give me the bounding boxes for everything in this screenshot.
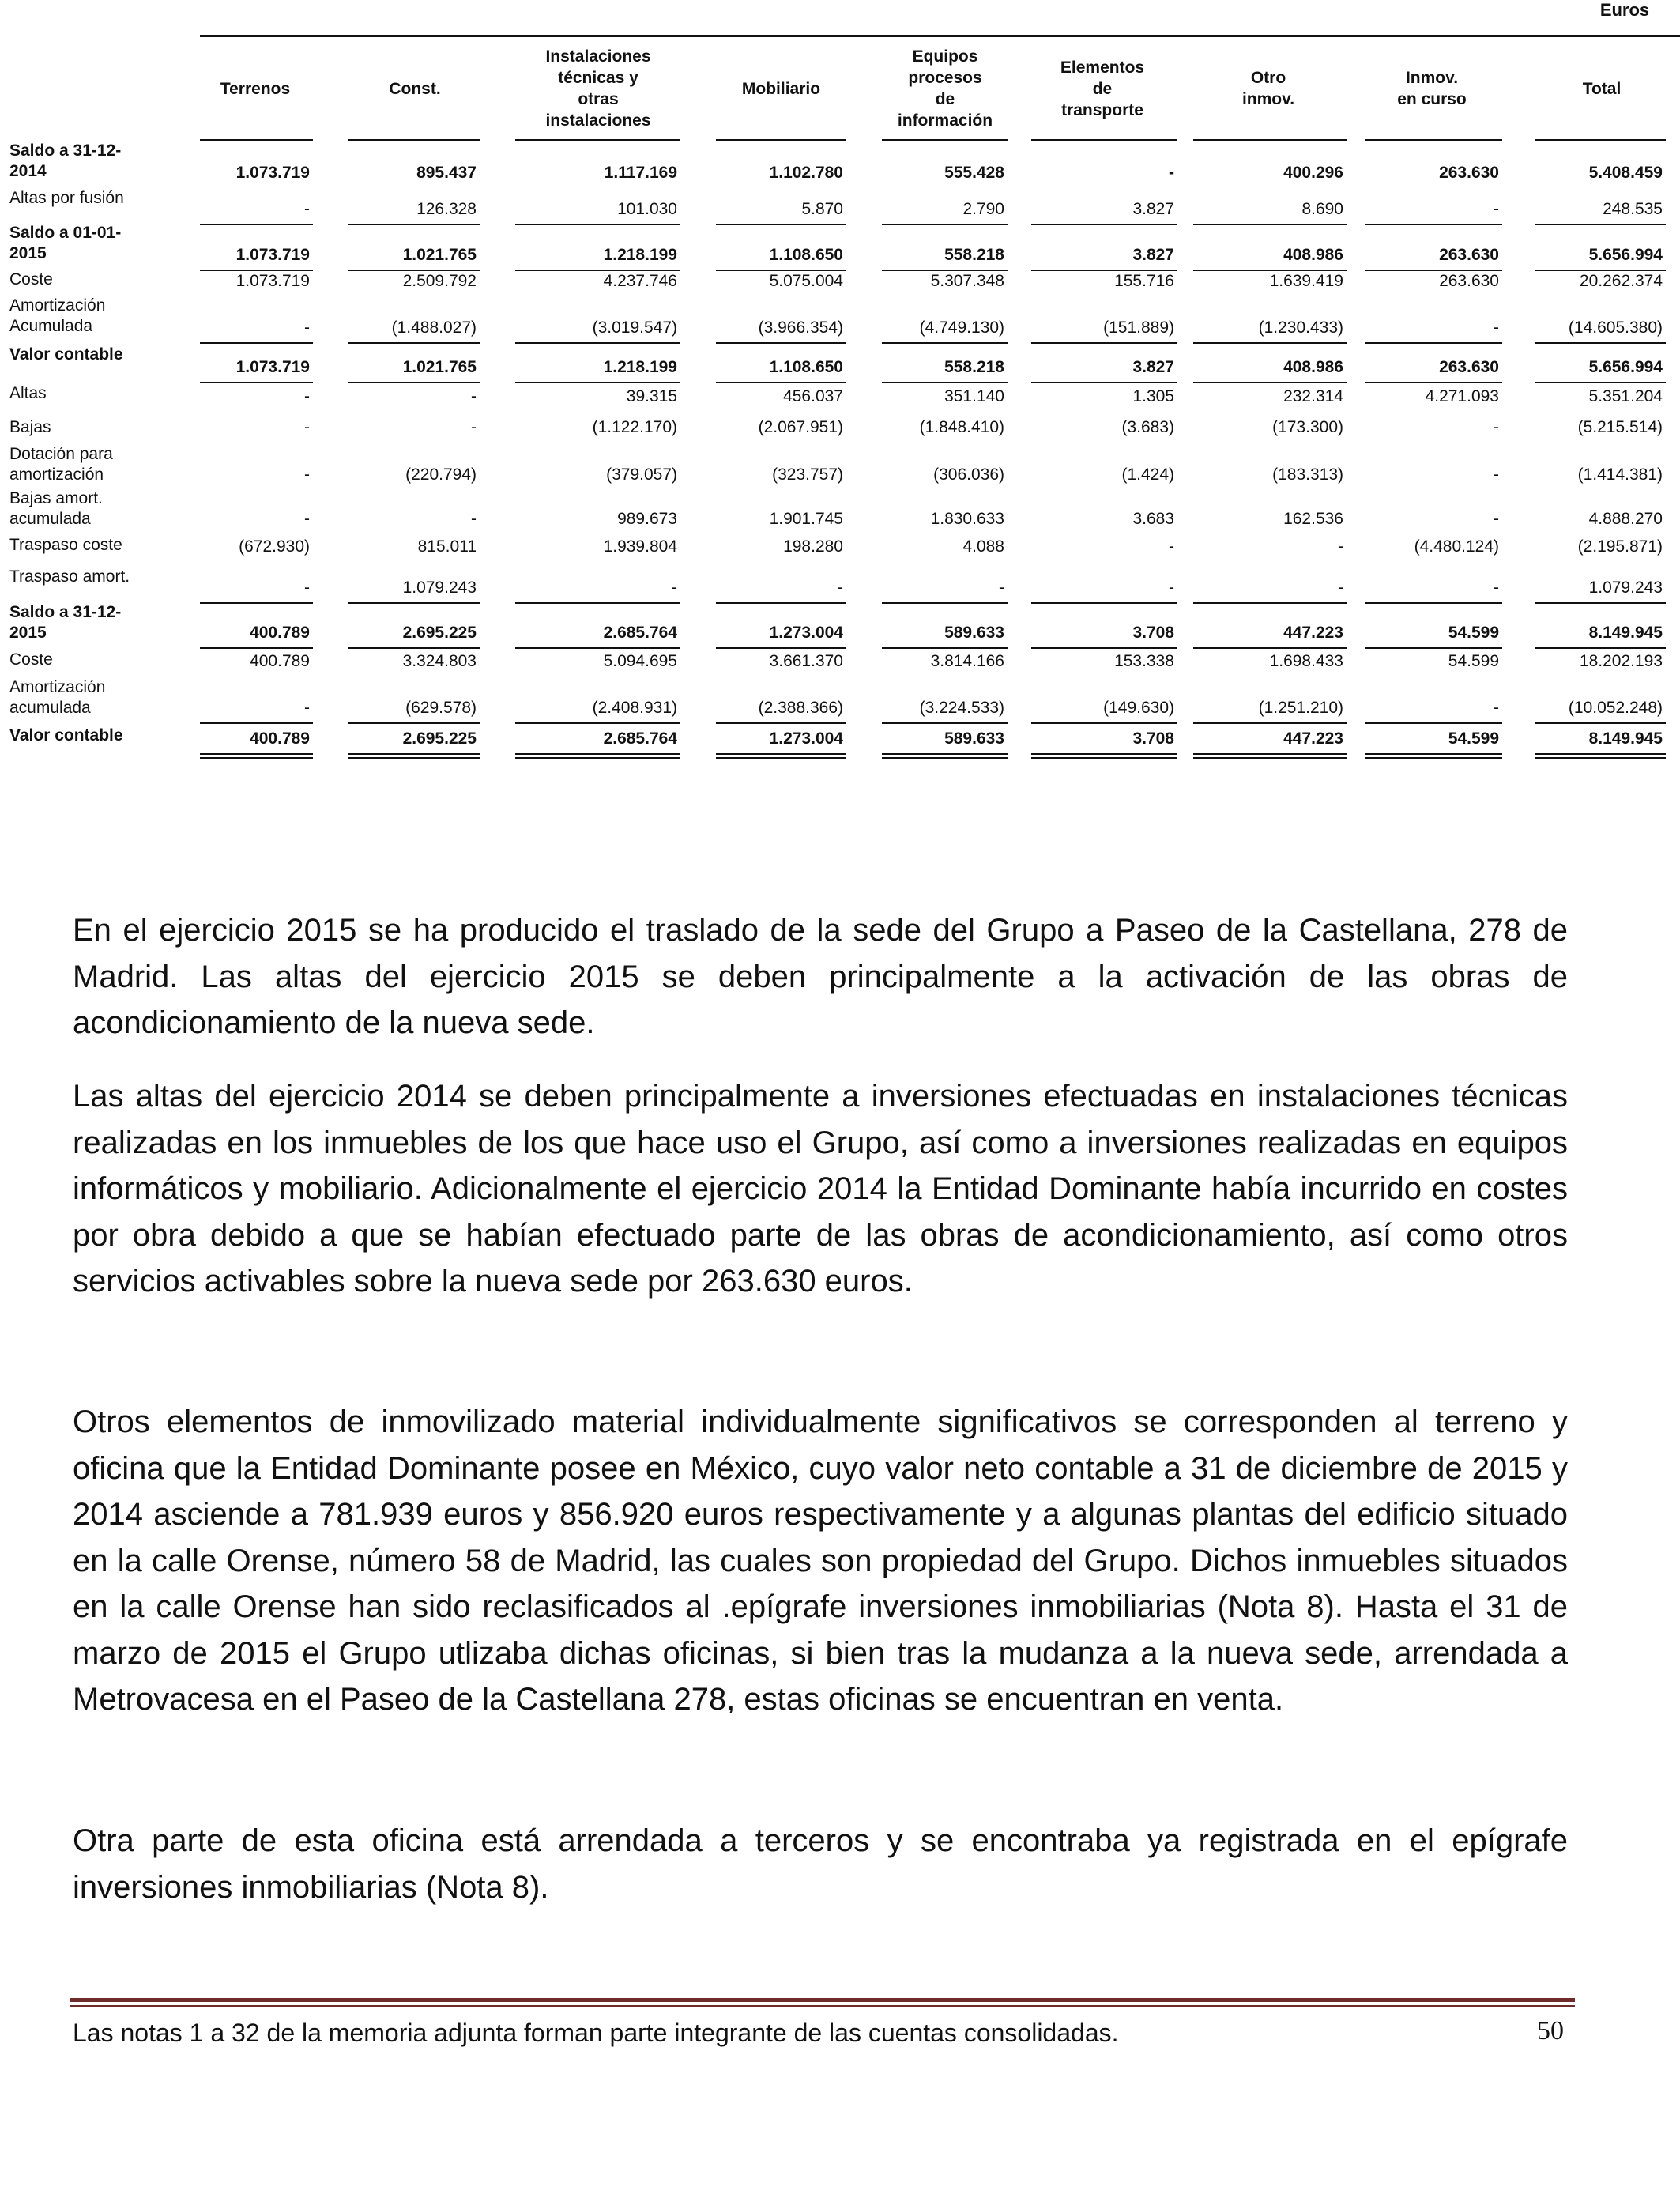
cell-underline — [1535, 722, 1666, 724]
table-cell: 589.633 — [944, 729, 1004, 748]
table-cell: 8.149.945 — [1588, 624, 1663, 642]
table-cell: 408.986 — [1283, 246, 1343, 264]
table-cell: - — [304, 418, 310, 436]
cell-underline — [882, 722, 1008, 724]
table-cell: 4.888.270 — [1588, 510, 1663, 528]
table-cell: 5.075.004 — [769, 272, 843, 290]
cell-underline — [200, 647, 313, 649]
column-header: Instalaciones técnicas y otras instalaciones — [545, 47, 651, 130]
cell-underline — [1031, 224, 1177, 225]
table-cell: 1.021.765 — [402, 358, 477, 376]
header-underline — [1535, 139, 1666, 141]
column-header: Terrenos — [220, 79, 291, 98]
table-cell: - — [1494, 200, 1499, 218]
table-cell: 5.408.459 — [1588, 164, 1663, 182]
cell-underline — [515, 224, 680, 225]
table-cell: - — [838, 579, 843, 597]
table-cell: 400.789 — [250, 624, 310, 642]
table-cell: (1.230.433) — [1258, 319, 1343, 337]
page-number: 50 — [1537, 2016, 1564, 2045]
table-cell: - — [1169, 579, 1174, 597]
table-cell: (4.749.130) — [919, 319, 1004, 337]
cell-underline — [1193, 224, 1347, 225]
table-cell: - — [1338, 579, 1343, 597]
paragraph-3: Otros elementos de inmovilizado material individualmente significativos se corresponden al terreno y oficina que la Entidad Dominante posee en México, cuyo valor neto contable a 31 de diciembre de 2015 y 2014 asciende a 781.939 euros y 856.920 euros respectivamente y a algunas plantas del edificio situado en la calle Orense, número 58 de Madrid, las cuales son propiedad del Grupo. Dichos inmuebles situados en la calle Orense han sido reclasificados al .epígrafe inversiones inmobiliarias (Nota 8). Hasta el 31 de marzo de 2015 el Grupo utlizaba dichas oficinas, si bien tras la mudanza a la nueva sede, arrendada a Metrovacesa en el Paseo de la Castellana 278, estas oficinas se encuentran en venta. — [73, 1404, 1568, 1717]
table-cell: 2.695.225 — [402, 729, 477, 748]
table-cell: 2.685.764 — [603, 729, 677, 748]
table-cell: 1.079.243 — [1588, 579, 1663, 597]
header-underline — [200, 139, 313, 141]
table-cell: 54.599 — [1448, 652, 1499, 670]
cell-underline — [1535, 753, 1666, 755]
cell-underline — [1535, 382, 1666, 383]
table-cell: - — [1169, 164, 1174, 182]
table-cell: 263.630 — [1439, 358, 1499, 376]
table-cell: 2.509.792 — [402, 272, 477, 290]
column-header: Otro inmov. — [1241, 69, 1295, 108]
table-cell: (149.630) — [1103, 699, 1174, 717]
header-underline — [1193, 139, 1347, 141]
row-label: Valor contable — [9, 726, 123, 745]
table-cell: (173.300) — [1272, 418, 1343, 436]
cell-underline — [1535, 224, 1666, 225]
cell-underline — [882, 382, 1008, 383]
cell-underline — [200, 224, 313, 225]
row-label: Coste — [9, 650, 53, 669]
table-cell: 1.639.419 — [1269, 272, 1343, 290]
cell-underline — [348, 602, 480, 604]
cell-underline — [1365, 753, 1502, 755]
table-cell: (2.067.951) — [758, 418, 843, 436]
cell-underline — [1031, 647, 1177, 649]
table-cell: (10.052.248) — [1568, 699, 1663, 717]
table-cell: 447.223 — [1283, 624, 1343, 642]
table-cell: 1.073.719 — [235, 164, 310, 182]
cell-underline — [1365, 224, 1502, 225]
row-label: Bajas — [9, 418, 51, 436]
cell-underline — [716, 722, 846, 724]
cell-underline — [348, 647, 480, 649]
table-cell: 232.314 — [1283, 387, 1343, 405]
row-label: Coste — [9, 270, 53, 288]
row-label: Valor contable — [9, 345, 123, 364]
cell-underline — [515, 342, 680, 344]
table-cell: (4.480.124) — [1414, 537, 1499, 556]
table-cell: - — [1494, 418, 1499, 436]
cell-underline — [1031, 602, 1177, 604]
table-cell: 2.685.764 — [603, 624, 677, 642]
row-label: Traspaso coste — [9, 536, 122, 554]
cell-underline — [1365, 647, 1502, 649]
table-cell: 1.698.433 — [1269, 652, 1343, 670]
table-cell: 1.073.719 — [235, 358, 310, 376]
cell-underline — [716, 647, 846, 649]
table-cell: 3.827 — [1132, 200, 1174, 218]
header-underline — [515, 139, 680, 141]
table-cell: 1.273.004 — [769, 624, 843, 642]
table-cell: 248.535 — [1603, 200, 1663, 218]
table-cell: (672.930) — [239, 537, 310, 556]
table-cell: (1.251.210) — [1258, 699, 1343, 717]
table-cell: 5.307.348 — [930, 272, 1004, 290]
table-cell: 5.656.994 — [1588, 358, 1663, 376]
table-cell: - — [672, 579, 677, 597]
cell-underline — [1365, 382, 1502, 383]
table-cell: (1.122.170) — [592, 418, 677, 436]
column-header: Elementos de transporte — [1060, 58, 1145, 119]
cell-underline — [1193, 342, 1347, 344]
table-cell: - — [1169, 537, 1174, 556]
table-cell: - — [471, 387, 477, 405]
cell-underline — [1193, 382, 1347, 383]
table-cell: (151.889) — [1103, 319, 1174, 337]
table-cell: 351.140 — [944, 387, 1004, 405]
table-cell: (3.966.354) — [758, 319, 843, 337]
cell-underline — [348, 224, 480, 225]
table-cell: (1.848.410) — [919, 418, 1004, 436]
cell-underline — [882, 224, 1008, 225]
table-cell: (183.313) — [1272, 466, 1343, 484]
table-cell: - — [304, 387, 310, 405]
cell-underline — [1031, 382, 1177, 383]
cell-underline — [882, 647, 1008, 649]
table-cell: (5.215.514) — [1577, 418, 1663, 436]
cell-underline — [1193, 602, 1347, 604]
table-cell: 54.599 — [1448, 624, 1499, 642]
table-cell: 1.901.745 — [769, 510, 843, 528]
table-cell: (2.388.366) — [758, 699, 843, 717]
cell-underline — [716, 224, 846, 225]
cell-underline — [348, 753, 480, 755]
table-cell: 989.673 — [617, 510, 677, 528]
table-cell: 20.262.374 — [1579, 272, 1663, 290]
table-cell: 2.790 — [962, 200, 1004, 218]
table-cell: 400.789 — [250, 652, 310, 670]
table-top-rule — [200, 35, 1680, 37]
cell-underline — [716, 382, 846, 383]
cell-underline — [200, 722, 313, 724]
cell-underline — [882, 602, 1008, 604]
table-cell: 1.108.650 — [769, 358, 843, 376]
table-cell: 1.273.004 — [769, 729, 843, 748]
table-cell: - — [471, 510, 477, 528]
row-label: Amortización acumulada — [9, 678, 106, 717]
table-cell: 1.830.633 — [930, 510, 1004, 528]
cell-underline — [1365, 342, 1502, 344]
table-cell: 3.708 — [1132, 729, 1174, 748]
cell-underline — [716, 602, 846, 604]
table-cell: - — [999, 579, 1004, 597]
table-cell: 155.716 — [1114, 272, 1174, 290]
table-cell: - — [304, 319, 310, 337]
column-header: Mobiliario — [741, 79, 821, 98]
table-cell: 1.305 — [1132, 387, 1174, 405]
table-cell: 4.088 — [962, 537, 1004, 556]
header-underline — [348, 139, 480, 141]
table-cell: 8.690 — [1301, 200, 1343, 218]
header-underline — [882, 139, 1008, 141]
cell-underline — [1535, 342, 1666, 344]
table-cell: - — [304, 699, 310, 717]
cell-underline — [1031, 753, 1177, 755]
paragraph-1: En el ejercicio 2015 se ha producido el traslado de la sede del Grupo a Paseo de la Castellana, 278 de Madrid. Las altas del ejercicio 2015 se deben principalmente a la activación de las obras de acondicionamiento de la nueva sede. — [73, 913, 1568, 1040]
table-cell: - — [1338, 537, 1343, 556]
table-cell: - — [471, 418, 477, 436]
table-cell: (323.757) — [772, 466, 843, 484]
table-cell: 1.218.199 — [603, 246, 677, 264]
table-cell: 1.108.650 — [769, 246, 843, 264]
table-cell: (3.224.533) — [919, 699, 1004, 717]
table-cell: 3.661.370 — [769, 652, 843, 670]
cell-underline — [716, 753, 846, 755]
column-header: Inmov. en curso — [1397, 69, 1467, 108]
cell-underline — [1193, 722, 1347, 724]
table-cell: (1.424) — [1121, 466, 1174, 484]
cell-underline — [200, 342, 313, 344]
table-cell: 456.037 — [783, 387, 843, 405]
table-cell: 1.218.199 — [603, 358, 677, 376]
table-cell: 555.428 — [944, 164, 1004, 182]
header-underline — [1365, 139, 1502, 141]
table-cell: (629.578) — [405, 699, 477, 717]
cell-underline — [348, 382, 480, 383]
table-cell: - — [1494, 579, 1499, 597]
table-cell: 8.149.945 — [1588, 729, 1663, 748]
table-cell: 895.437 — [416, 164, 477, 182]
table-cell: - — [1494, 510, 1499, 528]
cell-underline — [882, 753, 1008, 755]
column-header: Equipos procesos de información — [897, 47, 993, 130]
table-cell: 1.939.804 — [603, 537, 677, 556]
table-cell: 3.814.166 — [930, 652, 1004, 670]
cell-underline — [1031, 722, 1177, 724]
table-cell: 198.280 — [783, 537, 843, 556]
table-cell: (2.195.871) — [1577, 537, 1663, 556]
table-cell: 101.030 — [617, 200, 677, 218]
cell-underline — [1193, 753, 1347, 755]
row-label: Altas por fusión — [9, 189, 124, 207]
table-cell: (306.036) — [933, 466, 1004, 484]
cell-underline — [882, 342, 1008, 344]
table-cell: 558.218 — [944, 246, 1004, 264]
row-label: Saldo a 31-12- 2015 — [9, 603, 122, 642]
table-cell: 3.683 — [1132, 510, 1174, 528]
cell-underline — [200, 602, 313, 604]
table-cell: 4.237.746 — [603, 272, 677, 290]
table-cell: 263.630 — [1439, 272, 1499, 290]
table-cell: 408.986 — [1283, 358, 1343, 376]
table-cell: (379.057) — [606, 466, 677, 484]
table-cell: 5.094.695 — [603, 652, 677, 670]
table-cell: (14.605.380) — [1568, 319, 1663, 337]
table-cell: 39.315 — [626, 387, 677, 405]
column-header: Total — [1582, 79, 1622, 98]
paragraph-2: Las altas del ejercicio 2014 se deben principalmente a inversiones efectuadas en instalaciones técnicas realizadas en los inmuebles de los que hace uso el Grupo, así como a inversiones realizadas en equipos informáticos y mobiliario. Adicionalmente el ejercicio 2014 la Entidad Dominante había incurrido en costes por obra debido a que se habían efectuado parte de las obras de acondicionamiento, así como otros servicios activables sobre la nueva sede por 263.630 euros. — [73, 1079, 1568, 1299]
table-cell: 1.073.719 — [235, 246, 310, 264]
cell-underline — [348, 722, 480, 724]
table-cell: (3.019.547) — [592, 319, 677, 337]
table-cell: 1.073.719 — [235, 272, 310, 290]
table-cell: 153.338 — [1114, 652, 1174, 670]
table-cell: - — [304, 579, 310, 597]
header-underline — [716, 139, 846, 141]
table-cell: - — [1494, 466, 1499, 484]
footer-note: Las notas 1 a 32 de la memoria adjunta forman parte integrante de las cuentas consolidadas. — [73, 2019, 1119, 2047]
table-cell: - — [1494, 319, 1499, 337]
table-cell: 3.324.803 — [402, 652, 477, 670]
table-cell: 18.202.193 — [1579, 652, 1663, 670]
table-cell: 447.223 — [1283, 729, 1343, 748]
cell-underline — [200, 382, 313, 383]
row-label: Amortización Acumulada — [9, 296, 106, 335]
cell-underline — [1031, 342, 1177, 344]
table-cell: 3.708 — [1132, 624, 1174, 642]
table-cell: (220.794) — [405, 466, 477, 484]
row-label: Bajas amort. acumulada — [9, 489, 103, 528]
table-cell: 1.102.780 — [769, 164, 843, 182]
row-label: Saldo a 01-01- 2015 — [9, 224, 122, 262]
currency-label: Euros — [1599, 0, 1650, 20]
column-header: Const. — [389, 79, 441, 98]
table-cell: (2.408.931) — [592, 699, 677, 717]
table-cell: 589.633 — [944, 624, 1004, 642]
table-cell: 2.695.225 — [402, 624, 477, 642]
table-cell: 263.630 — [1439, 164, 1499, 182]
row-label: Dotación para amortización — [9, 445, 113, 484]
cell-underline — [1535, 647, 1666, 649]
row-label: Saldo a 31-12- 2014 — [9, 141, 122, 180]
table-cell: (3.683) — [1121, 418, 1174, 436]
table-cell: 400.789 — [250, 729, 310, 748]
table-cell: - — [1494, 699, 1499, 717]
table-cell: - — [304, 510, 310, 528]
cell-underline — [1193, 647, 1347, 649]
table-cell: 5.656.994 — [1588, 246, 1663, 264]
table-cell: 558.218 — [944, 358, 1004, 376]
paragraph-4: Otra parte de esta oficina está arrendada a terceros y se encontraba ya registrada en el epígrafe inversiones inmobiliarias (Nota 8). — [73, 1823, 1568, 1905]
table-cell: - — [304, 466, 310, 484]
table-cell: (1.414.381) — [1577, 466, 1663, 484]
footer-rule-thin — [70, 2005, 1575, 2007]
cell-underline — [515, 722, 680, 724]
table-cell: 162.536 — [1283, 510, 1343, 528]
table-cell: 4.271.093 — [1425, 387, 1499, 405]
table-cell: 54.599 — [1448, 729, 1499, 748]
table-cell: 5.870 — [801, 200, 843, 218]
cell-underline — [515, 647, 680, 649]
cell-underline — [1535, 602, 1666, 604]
table-cell: 400.296 — [1283, 164, 1343, 182]
table-cell: 5.351.204 — [1588, 387, 1663, 405]
table-cell: 1.079.243 — [402, 579, 477, 597]
cell-underline — [716, 342, 846, 344]
table-cell: 815.011 — [417, 537, 477, 556]
footer-rule — [70, 1998, 1575, 2002]
cell-underline — [348, 342, 480, 344]
cell-underline — [200, 753, 313, 755]
table-cell: 3.827 — [1132, 358, 1174, 376]
table-cell: 3.827 — [1132, 246, 1174, 264]
cell-underline — [1365, 722, 1502, 724]
table-cell: (1.488.027) — [391, 319, 477, 337]
row-label: Altas — [9, 384, 47, 402]
cell-underline — [515, 602, 680, 604]
table-cell: 1.021.765 — [402, 246, 477, 264]
table-cell: - — [304, 200, 310, 218]
cell-underline — [1365, 602, 1502, 604]
table-cell: 263.630 — [1439, 246, 1499, 264]
header-underline — [1031, 139, 1177, 141]
cell-underline — [515, 382, 680, 383]
cell-underline — [515, 753, 680, 755]
row-label: Traspaso amort. — [9, 567, 130, 586]
table-cell: 126.328 — [416, 200, 477, 218]
table-cell: 1.117.169 — [604, 164, 677, 182]
